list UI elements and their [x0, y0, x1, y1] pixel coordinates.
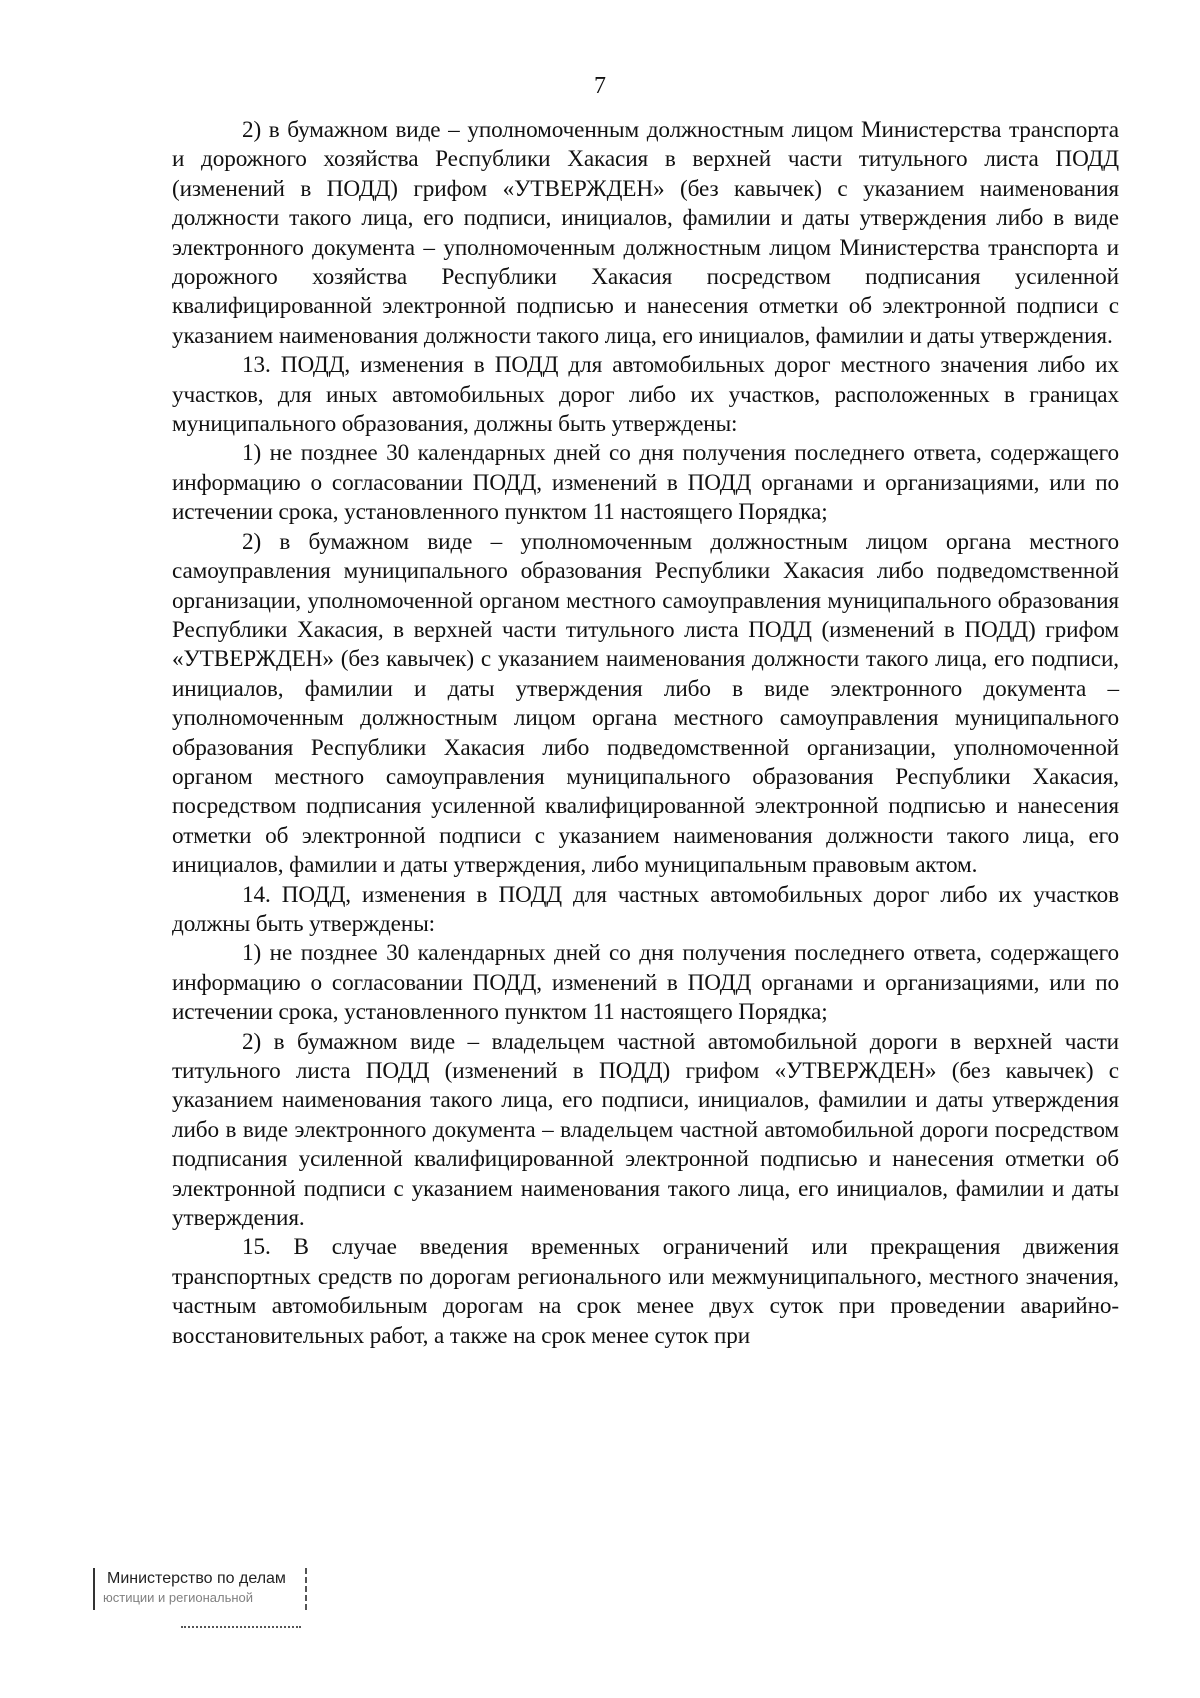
paragraph: 2) в бумажном виде – уполномоченным должностным лицом органа местного самоуправления муниципального образования Республики Хакасия либо подведомственной организации, уполномоченной органом местного самоуправления муниципального образования Республики Хакасия, в верхней части титульного листа ПОДД (изменений в ПОДД) грифом «УТВЕРЖДЕН» (без кавычек) с указанием наименования должности такого лица, его подписи, инициалов, фамилии и даты утверждения либо в виде электронного документа – уполномоченным должностным лицом органа местного самоуправления муниципального образования Республики Хакасия либо подведомственной организации, уполномоченной органом местного самоуправления муниципального образования Республики Хакасия, посредством подписания усиленной квалифицированной электронной подписью и нанесения отметки об электронной подписи с указанием наименования должности такого лица, его инициалов, фамилии и даты утверждения, либо муниципальным правовым актом.: [172, 528, 1119, 879]
registration-stamp: [93, 1568, 305, 1632]
page-number: 7: [594, 73, 606, 99]
paragraph: 1) не позднее 30 календарных дней со дня получения последнего ответа, содержащего информацию о согласовании ПОДД, изменений в ПОДД органами и организациями, или по истечении срока, установленного пунктом 11 настоящего Порядка;: [172, 440, 1119, 526]
stamp-text-line1: Министерство по делам: [107, 1570, 286, 1587]
paragraph: 1) не позднее 30 календарных дней со дня получения последнего ответа, содержащего информацию о согласовании ПОДД, изменений в ПОДД органами и организациями, или по истечении срока, установленного пунктом 11 настоящего Порядка;: [172, 940, 1119, 1026]
stamp-text-line2: юстиции и региональной: [103, 1590, 254, 1605]
paragraph: 2) в бумажном виде – уполномоченным должностным лицом Министерства транспорта и дорожного хозяйства Республики Хакасия в верхней части титульного листа ПОДД (изменений в ПОДД) грифом «УТВЕРЖДЕН» (без кавычек) с указанием наименования должности такого лица, его подписи, инициалов, фамилии и даты утверждения либо в виде электронного документа – уполномоченным должностным лицом Министерства транспорта и дорожного хозяйства Республики Хакасия посредством подписания усиленной квалифицированной электронной подписью и нанесения отметки об электронной подписи с указанием наименования должности такого лица, его инициалов, фамилии и даты утверждения.: [172, 117, 1119, 349]
paragraph: 14. ПОДД, изменения в ПОДД для частных автомобильных дорог либо их участков должны быть утверждены:: [172, 881, 1119, 937]
paragraph: 15. В случае введения временных ограничений или прекращения движения транспортных средств по дорогам регионального или межмуниципального, местного значения, частным автомобильным дорогам на срок менее двух суток при проведении аварийно-восстановительных работ, а также на срок менее суток при: [172, 1234, 1119, 1349]
paragraph: 13. ПОДД, изменения в ПОДД для автомобильных дорог местного значения либо их участков, для иных автомобильных дорог либо их участков, расположенных в границах муниципального образования, должны быть утверждены:: [172, 352, 1119, 438]
stamp-signature-line: [181, 1626, 301, 1628]
document-body: [172, 116, 1119, 1351]
paragraph: 2) в бумажном виде – владельцем частной автомобильной дороги в верхней части титульного листа ПОДД (изменений в ПОДД) грифом «УТВЕРЖДЕН» (без кавычек) с указанием наименования такого лица, его подписи, инициалов, фамилии и даты утверждения либо в виде электронного документа – владельцем частной автомобильной дороги посредством подписания усиленной квалифицированной электронной подписью и нанесения отметки об электронной подписи с указанием наименования такого лица, его инициалов, фамилии и даты утверждения.: [172, 1028, 1119, 1232]
